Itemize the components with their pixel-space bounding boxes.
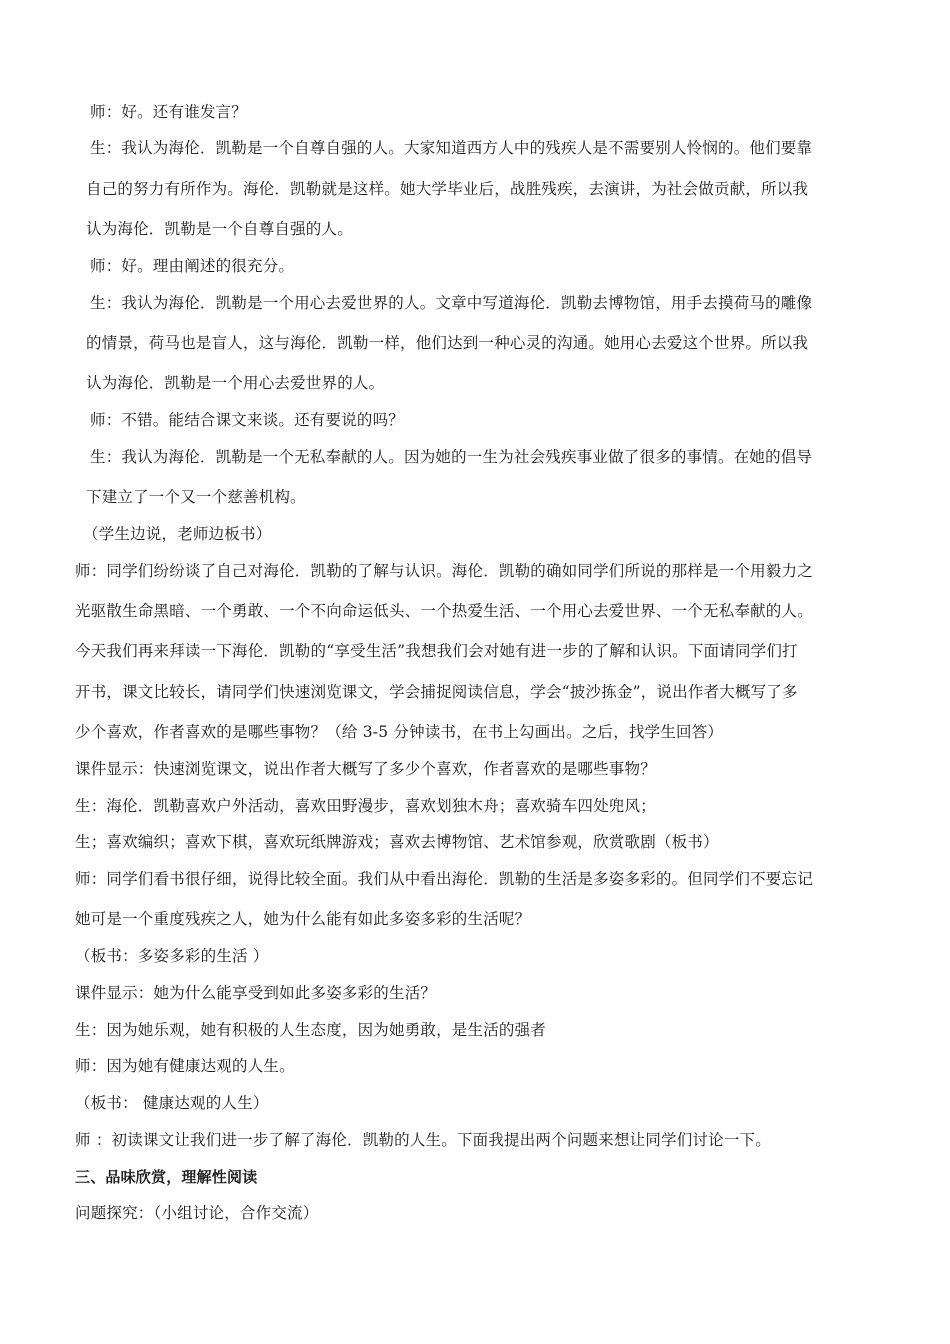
- text-line: 的情景，荷马也是盲人，这与海伦．凯勒一样，他们达到一种心灵的沟通。她用心去爱这个世界。所以我: [86, 334, 809, 352]
- text-line: 问题探究：（小组讨论，合作交流）: [75, 1204, 319, 1222]
- text-line: 自己的努力有所作为。海伦．凯勒就是这样。她大学毕业后，战胜残疾，去演讲，为社会做贡献，所以我: [86, 180, 809, 198]
- text-line: 认为海伦．凯勒是一个自尊自强的人。: [86, 220, 353, 238]
- text-line: 师：因为她有健康达观的人生。: [75, 1057, 295, 1075]
- text-line: 师：同学们看书很仔细，说得比较全面。我们从中看出海伦．凯勒的生活是多姿多彩的。但同学们不要忘记: [75, 870, 813, 888]
- text-line: 少个喜欢，作者喜欢的是哪些事物？（给 3-5 分钟读书，在书上勾画出。之后，找学生回答）: [75, 723, 724, 741]
- text-line: 课件显示：快速浏览课文，说出作者大概写了多少个喜欢，作者喜欢的是哪些事物？: [75, 760, 656, 778]
- text-line: 师：好。理由阐述的很充分。: [90, 257, 295, 275]
- text-line: 师：同学们纷纷谈了自己对海伦．凯勒的了解与认识。海伦．凯勒的确如同学们所说的那样是一个用毅力之: [75, 562, 813, 580]
- text-line: 生：我认为海伦．凯勒是一个自尊自强的人。大家知道西方人中的残疾人是不需要别人怜悯的。他们要靠: [90, 139, 813, 157]
- text-line: 生；喜欢编织；喜欢下棋，喜欢玩纸牌游戏；喜欢去博物馆、艺术馆参观，欣赏歌剧（板书）: [75, 833, 719, 851]
- text-line: 认为海伦．凯勒是一个用心去爱世界的人。: [86, 374, 385, 392]
- text-line: 开书，课文比较长，请同学们快速浏览课文，学会捕捉阅读信息，学会“披沙拣金”，说出作者大概写了多: [75, 683, 798, 701]
- text-line: 下建立了一个又一个慈善机构。: [86, 488, 306, 506]
- text-line: 生：我认为海伦．凯勒是一个用心去爱世界的人。文章中写道海伦．凯勒去博物馆，用手去摸荷马的雕像: [90, 294, 813, 312]
- text-line: （板书： 健康达观的人生）: [75, 1094, 269, 1112]
- text-line: 师 ：初读课文让我们进一步了解了海伦．凯勒的人生。下面我提出两个问题来想让同学们讨论一下。: [75, 1131, 771, 1149]
- text-line: 师：不错。能结合课文来谈。还有要说的吗？: [90, 411, 405, 429]
- text-line: 生：我认为海伦．凯勒是一个无私奉献的人。因为她的一生为社会残疾事业做了很多的事情。在她的倡导: [90, 448, 813, 466]
- text-line: （学生边说，老师边板书）: [83, 525, 272, 543]
- text-line: 课件显示：她为什么能享受到如此多姿多彩的生活？: [75, 984, 437, 1002]
- text-line: （板书：多姿多彩的生活 ）: [75, 947, 269, 965]
- text-line: 今天我们再来拜读一下海伦．凯勒的“享受生活”我想我们会对她有进一步的了解和认识。下面请同学们打: [75, 642, 798, 660]
- text-line: 生：因为她乐观，她有积极的人生态度，因为她勇敢，是生活的强者: [75, 1021, 547, 1039]
- text-line: 光驱散生命黑暗、一个勇敢、一个不向命运低头、一个热爱生活、一个用心去爱世界、一个无私奉献的人。: [75, 602, 813, 620]
- text-line: 她可是一个重度残疾之人，她为什么能有如此多姿多彩的生活呢？: [75, 910, 531, 928]
- text-line: 师：好。还有谁发言？: [90, 103, 248, 121]
- text-line: 生：海伦．凯勒喜欢户外活动，喜欢田野漫步，喜欢划独木舟；喜欢骑车四处兜风；: [75, 797, 656, 815]
- section-heading: 三、品味欣赏，理解性阅读: [75, 1168, 258, 1186]
